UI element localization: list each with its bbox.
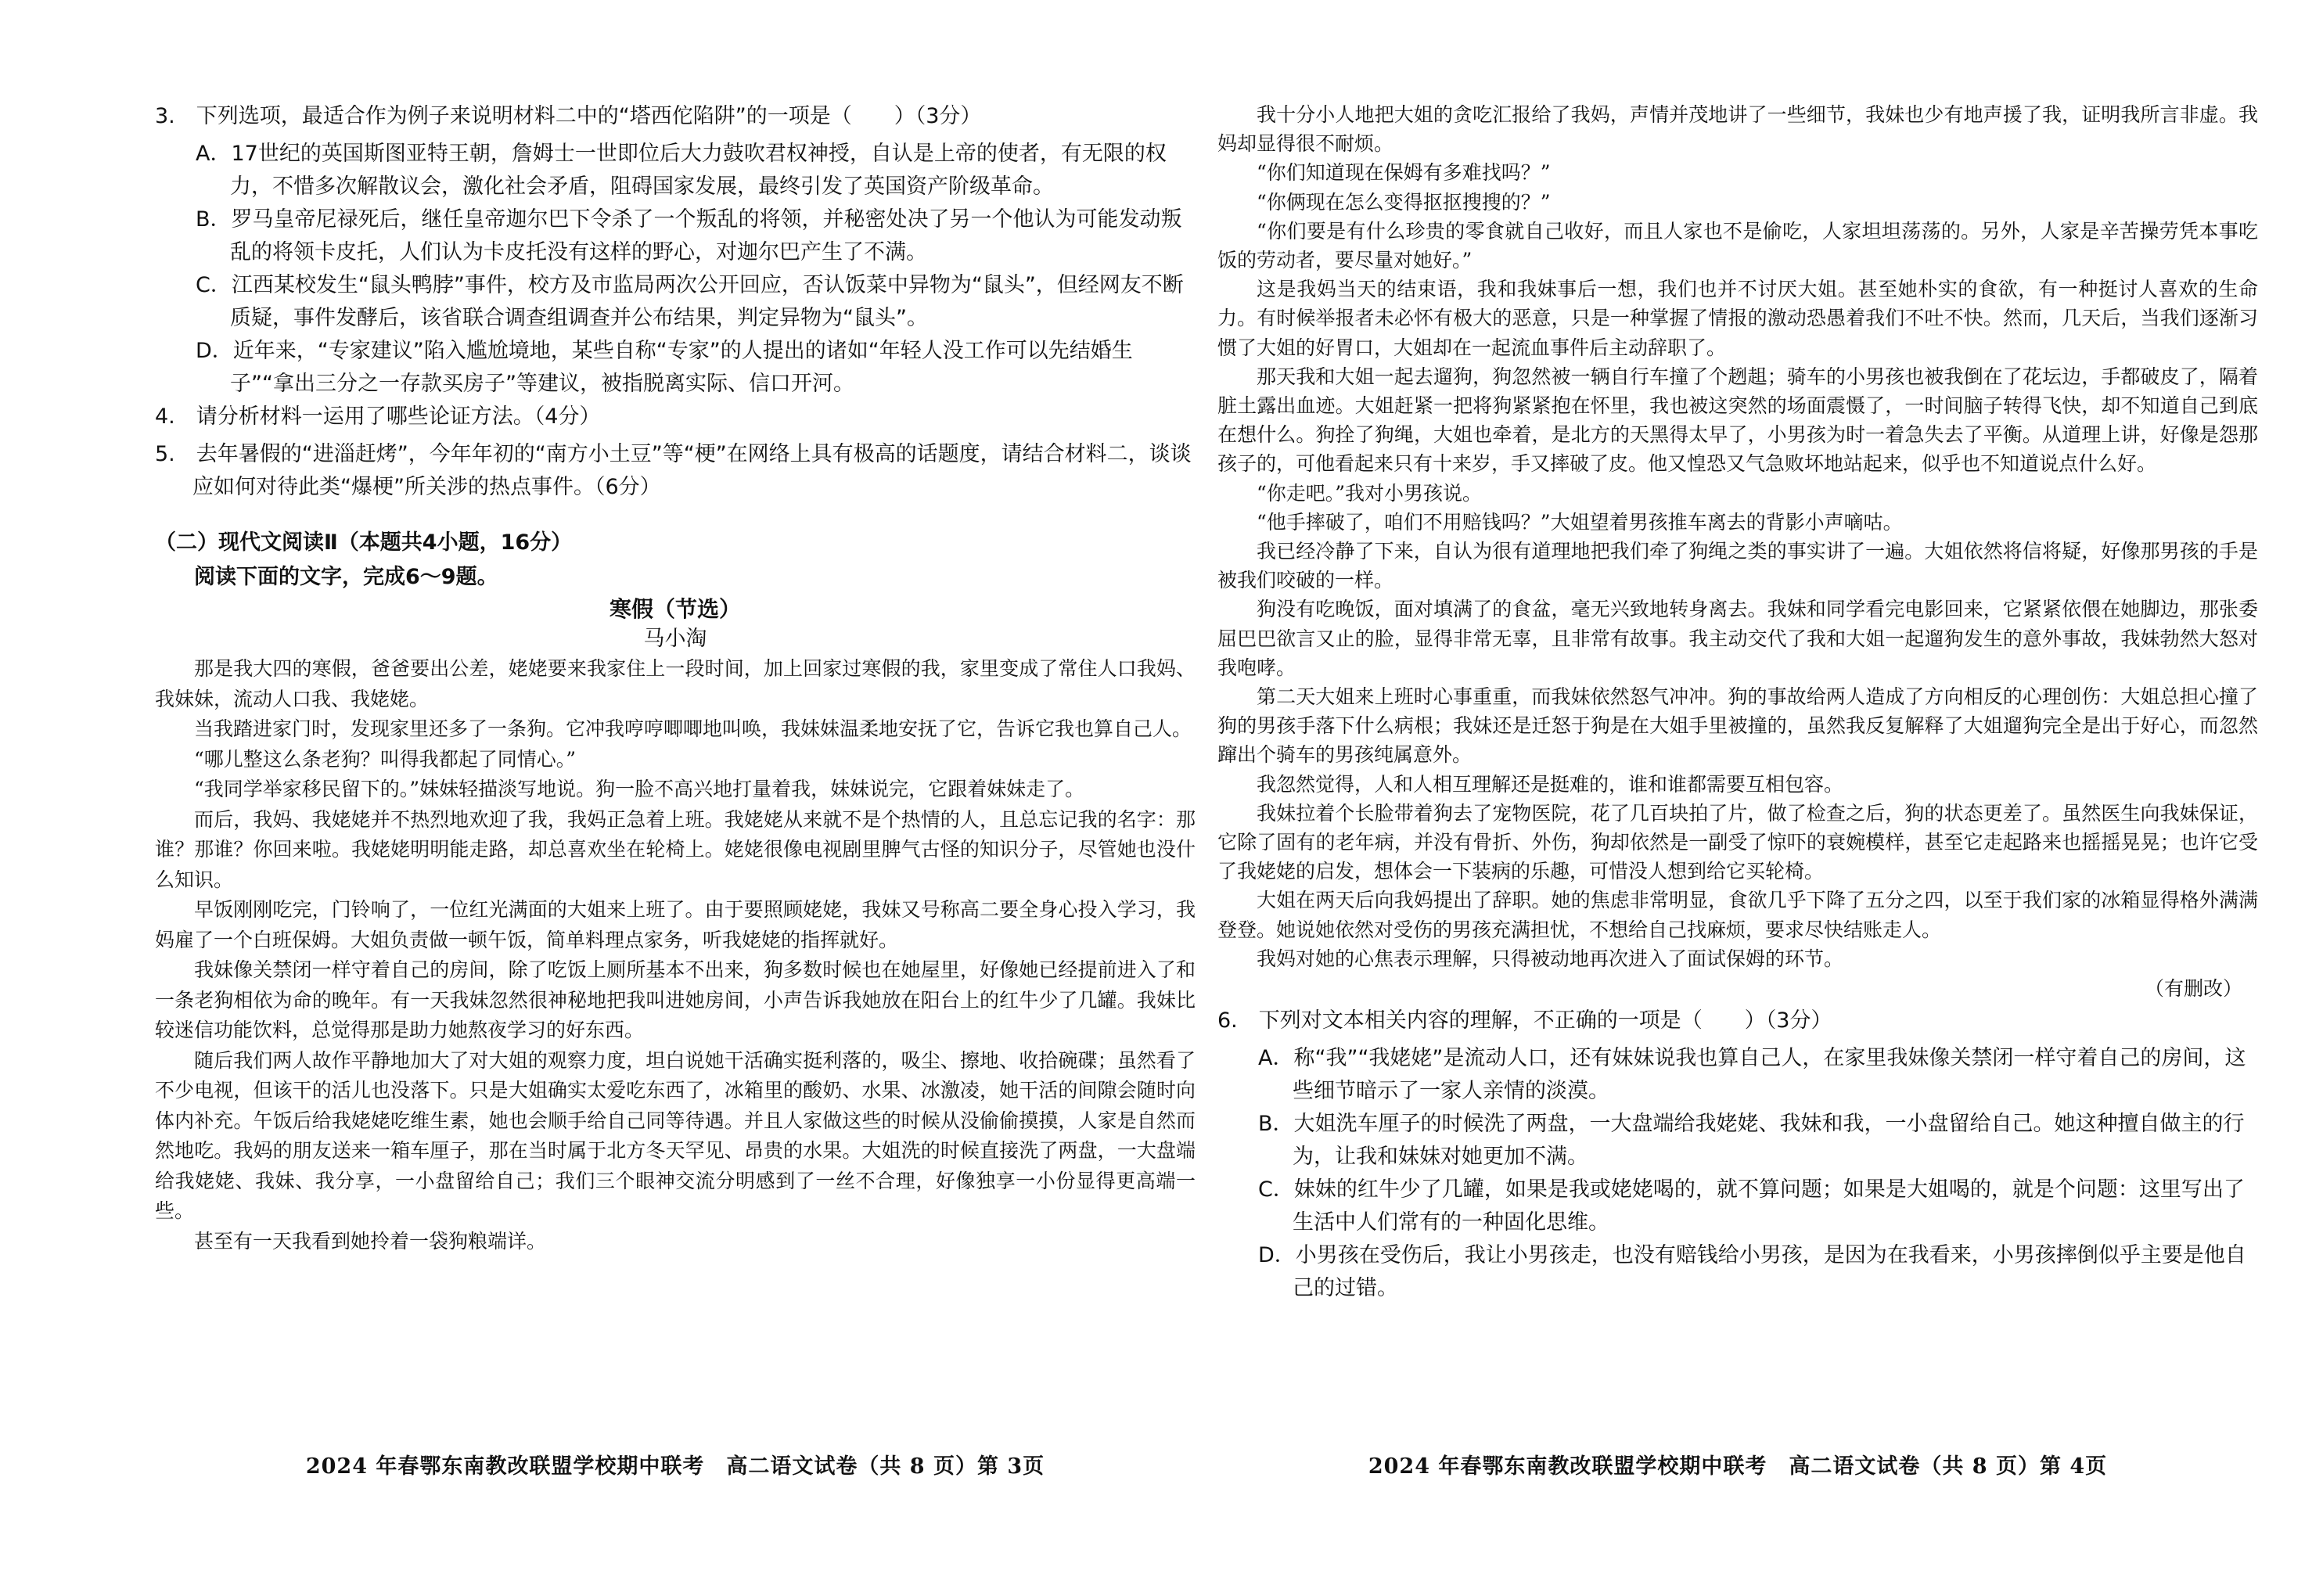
question-3-option-d: D．近年来，“专家建议”陷入尴尬境地，某些自称“专家”的人提出的诸如“年轻人没工作可以先结婚生子”“拿出三分之一存款买房子”等建议，被指脱离实际、信口开河。 bbox=[196, 339, 1133, 396]
passage-paragraph: “你们要是有什么珍贵的零食就自己收好，而且人家也不是偷吃，人家坦坦荡荡的。另外，人家是辛苦操劳凭本事吃饭的劳动者，要尽量对她好。” bbox=[1217, 219, 2258, 272]
passage-paragraph: 大姐在两天后向我妈提出了辞职。她的焦虑非常明显，食欲几乎下降了五分之四，以至于我们家的冰箱显得格外满满登登。她说她依然对受伤的男孩充满担忧，不想给自己找麻烦，要求尽快结账走人。 bbox=[1217, 889, 2258, 941]
passage-paragraph: “我同学举家移民留下的。”妹妹轻描淡写地说。狗一脸不高兴地打量着我，妹妹说完，它跟着妹妹走了。 bbox=[194, 778, 1085, 800]
passage-paragraph: 随后我们两人故作平静地加大了对大姐的观察力度，坦白说她干活确实挺利落的，吸尘、擦地、收拾碗碟；虽然看了不少电视，但该干的活儿也没落下。只是大姐确实太爱吃东西了，冰箱里的酸奶、水果、冰激凌，她干活的间隙会随时向体内补充。午饭后给我姥姥吃维生素，她也会顺手给自己同等待遇。并且人家做这些的时候从没偷偷摸摸，人家是自然而然地吃。我妈的朋友送来一箱车厘子，那在当时属于北方冬天罕见、昂贵的水果。大姐洗的时候直接洗了两盘，一大盘端给我姥姥、我妹、我分享，一小盘留给自己；我们三个眼神交流分明感到了一丝不合理，好像独享一小份显得更高端一些。 bbox=[155, 1048, 1196, 1222]
right-page-footer: 2024 年春鄂东南教改联盟学校期中联考 高二语文试卷（共 8 页）第 4页 bbox=[1368, 1454, 2108, 1479]
passage-paragraph: 第二天大姐来上班时心事重重，而我妹依然怒气冲冲。狗的事故给两人造成了方向相反的心理创伤：大姐总担心撞了狗的男孩手落下什么病根；我妹还是迁怒于狗是在大姐手里被撞的，虽然我反复解释了大姐遛狗完全是出于好心，而忽然蹿出个骑车的男孩纯属意外。 bbox=[1217, 685, 2258, 767]
passage-paragraph: 我十分小人地把大姐的贪吃汇报给了我妈，声情并茂地讲了一些细节，我妹也少有地声援了我，证明我所言非虚。我妈却显得很不耐烦。 bbox=[1217, 103, 2258, 156]
passage-title: 寒假（节选） bbox=[609, 596, 741, 622]
question-3-option-b: B．罗马皇帝尼禄死后，继任皇帝迦尔巴下令杀了一个叛乱的将领，并秘密处决了另一个他认为可能发动叛乱的将领卡皮托，人们认为卡皮托没有这样的野心，对迦尔巴产生了不满。 bbox=[196, 207, 1182, 264]
question-4: 4. 请分析材料一运用了哪些论证方法。（4分） bbox=[155, 404, 601, 429]
passage-paragraph: 那是我大四的寒假，爸爸要出公差，姥姥要来我家住上一段时间，加上回家过寒假的我，家里变成了常住人口我妈、我妹妹，流动人口我、我姥姥。 bbox=[155, 657, 1196, 710]
question-5: 5. 去年暑假的“进淄赶烤”，今年年初的“南方小土豆”等“梗”在网络上具有极高的话题度，请结合材料二，谈谈应如何对待此类“爆梗”所关涉的热点事件。（6分） bbox=[155, 442, 1192, 499]
revision-note: （有删改） bbox=[2144, 977, 2242, 1001]
passage-paragraph: 甚至有一天我看到她拎着一袋狗粮端详。 bbox=[194, 1229, 547, 1253]
passage-paragraph: 狗没有吃晚饭，面对填满了的食盆，毫无兴致地转身离去。我妹和同学看完电影回来，它紧紧依偎在她脚边，那张委屈巴巴欲言又止的脸，显得非常无辜，且非常有故事。我主动交代了我和大姐一起遛狗发生的意外事故，我妹勃然大怒对我咆哮。 bbox=[1217, 598, 2258, 679]
passage-paragraph: 我已经冷静了下来，自认为很有道理地把我们牵了狗绳之类的事实讲了一遍。大姐依然将信将疑，好像那男孩的手是被我们咬破的一样。 bbox=[1217, 540, 2258, 592]
question-3-stem: 3. 下列选项，最适合作为例子来说明材料二中的“塔西佗陷阱”的一项是（ ）（3分） bbox=[155, 104, 982, 128]
passage-paragraph: 当我踏进家门时，发现家里还多了一条狗。它冲我哼哼唧唧地叫唤，我妹妹温柔地安抚了它，告诉它我也算自己人。 bbox=[194, 717, 1192, 740]
right-page bbox=[1217, 100, 2258, 1508]
question-6-option-d: D．小男孩在受伤后，我让小男孩走，也没有赔钱给小男孩，是因为在我看来，小男孩摔倒似乎主要是他自己的过错。 bbox=[1258, 1243, 2246, 1301]
passage-paragraph: 我妈对她的心焦表示理解，只得被动地再次进入了面试保姆的环节。 bbox=[1257, 947, 1844, 970]
question-3-option-a: A．17世纪的英国斯图亚特王朝，詹姆士一世即位后大力鼓吹君权神授，自认是上帝的使者，有无限的权力，不惜多次解散议会，激化社会矛盾，阻碍国家发展，最终引发了英国资产阶级革命。 bbox=[196, 142, 1167, 199]
question-6-stem: 6. 下列对文本相关内容的理解，不正确的一项是（ ）（3分） bbox=[1217, 1008, 1832, 1033]
question-6-option-a: A．称“我”“我姥姥”是流动人口，还有妹妹说我也算自己人，在家里我妹像关禁闭一样守着自己的房间，这些细节暗示了一家人亲情的淡漠。 bbox=[1258, 1046, 2246, 1104]
passage-paragraph: 早饭刚刚吃完，门铃响了，一位红光满面的大姐来上班了。由于要照顾姥姥，我妹又号称高二要全身心投入学习，我妈雇了一个白班保姆。大姐负责做一顿午饭，简单料理点家务，听我姥姥的指挥就好。 bbox=[155, 898, 1196, 951]
passage-paragraph: 这是我妈当天的结束语，我和我妹事后一想，我们也并不讨厌大姐。甚至她朴实的食欲，有一种挺讨人喜欢的生命力。有时候举报者未必怀有极大的恶意，只是一种掌握了情报的激动恐愚着我们不吐不快。然而，几天后，当我们逐渐习惯了大姐的好胃口，大姐却在一起流血事件后主动辞职了。 bbox=[1217, 278, 2258, 359]
passage-paragraph: 我忽然觉得，人和人相互理解还是挺难的，谁和谁都需要互相包容。 bbox=[1257, 772, 1844, 796]
section-heading: （二）现代文阅读Ⅱ（本题共4小题，16分） bbox=[155, 530, 573, 555]
left-page bbox=[155, 100, 1196, 1508]
passage-paragraph: “你俩现在怎么变得抠抠搜搜的？” bbox=[1257, 190, 1551, 214]
passage-paragraph: 我妹拉着个长脸带着狗去了宠物医院，花了几百块拍了片，做了检查之后，狗的状态更差了。虽然医生向我妹保证，它除了固有的老年病，并没有骨折、外伤，狗却依然是一副受了惊吓的衰婉模样，甚至它走起路来也摇摇晃晃；也许它受了我姥姥的启发，想体会一下装病的乐趣，可惜没人想到给它买轮椅。 bbox=[1217, 801, 2258, 883]
passage-paragraph: 而后，我妈、我姥姥并不热烈地欢迎了我，我妈正急着上班。我姥姥从来就不是个热情的人，且总忘记我的名字：那谁？那谁？你回来啦。我姥姥明明能走路，却总喜欢坐在轮椅上。姥姥很像电视剧里脾气古怪的知识分子，尽管她也没什么知识。 bbox=[155, 807, 1196, 891]
passage-paragraph: “你走吧。”我对小男孩说。 bbox=[1257, 481, 1483, 505]
passage-paragraph: “哪儿整这么条老狗？叫得我都起了同情心。” bbox=[194, 747, 577, 771]
passage-paragraph: “你们知道现在保姆有多难找吗？” bbox=[1257, 161, 1551, 185]
reading-instruction: 阅读下面的文字，完成6～9题。 bbox=[194, 565, 498, 589]
question-3-option-c: C．江西某校发生“鼠头鸭脖”事件，校方及市监局两次公开回应，否认饭菜中异物为“鼠头”，但经网友不断质疑，事件发酵后，该省联合调查组调查并公布结果，判定异物为“鼠头”。 bbox=[196, 273, 1184, 330]
passage-paragraph: 我妹像关禁闭一样守着自己的房间，除了吃饭上厕所基本不出来，狗多数时候也在她屋里，好像她已经提前进入了和一条老狗相依为命的晚年。有一天我妹忽然很神秘地把我叫进她房间，小声告诉我她放在阳台上的红牛少了几罐。我妹比较迷信功能饮料，总觉得那是助力她熬夜学习的好东西。 bbox=[155, 958, 1196, 1041]
question-6-option-c: C．妹妹的红牛少了几罐，如果是我或姥姥喝的，就不算问题；如果是大姐喝的，就是个问题：这里写出了生活中人们常有的一种固化思维。 bbox=[1258, 1177, 2245, 1235]
left-page-footer: 2024 年春鄂东南教改联盟学校期中联考 高二语文试卷（共 8 页）第 3页 bbox=[305, 1454, 1045, 1479]
passage-paragraph: 那天我和大姐一起去遛狗，狗忽然被一辆自行车撞了个趔趄；骑车的小男孩也被我倒在了花坛边，手都破皮了，隔着脏土露出血迹。大姐赶紧一把将狗紧紧抱在怀里，我也被这突然的场面震慑了，一时间脑子转得飞快，却不知道自己到底在想什么。狗拴了狗绳，大姐也牵着，是北方的天黑得太早了，小男孩为时一着急失去了平衡。从道理上讲，好像是怨那孩子的，可他看起来只有十来岁，手又摔破了皮。他又惶恐又气急败坏地站起来，似乎也不知道说点什么好。 bbox=[1217, 365, 2258, 476]
passage-author: 马小淘 bbox=[643, 627, 707, 651]
passage-paragraph: “他手摔破了，咱们不用赔钱吗？”大姐望着男孩推车离去的背影小声嘀咕。 bbox=[1257, 510, 1903, 534]
question-6-option-b: B．大姐洗车厘子的时候洗了两盘，一大盘端给我姥姥、我妹和我，一小盘留给自己。她这种擅自做主的行为，让我和妹妹对她更加不满。 bbox=[1258, 1112, 2245, 1170]
